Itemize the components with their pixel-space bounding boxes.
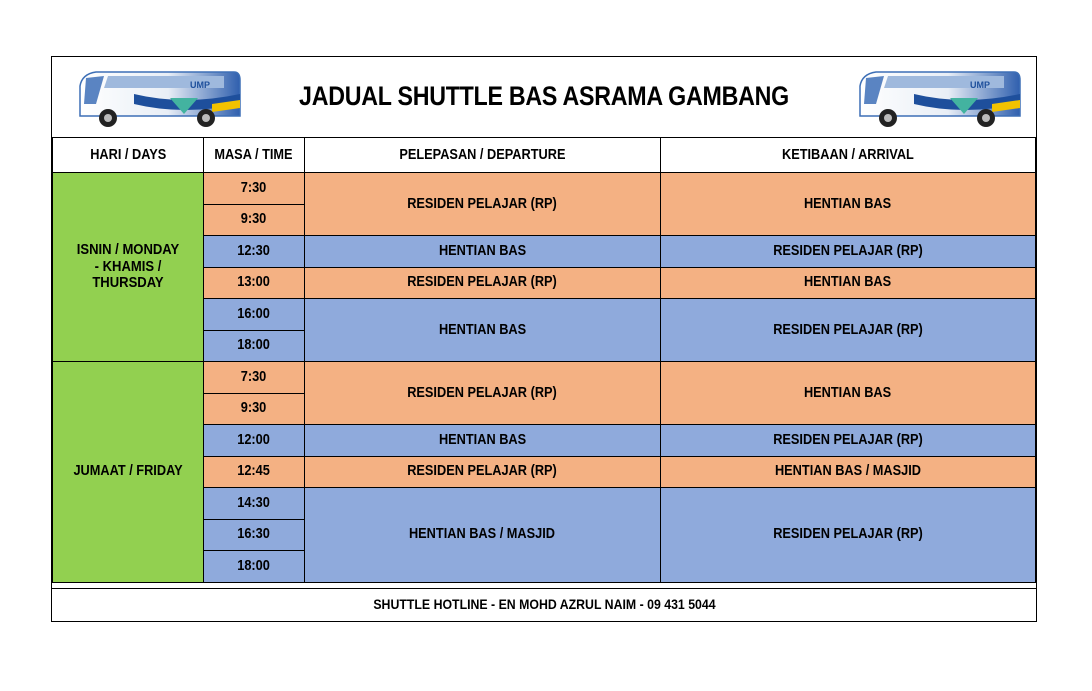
page-title: JADUAL SHUTTLE BAS ASRAMA GAMBANG xyxy=(299,81,789,111)
table-row xyxy=(53,362,1036,394)
time-cell: 12:30 xyxy=(203,236,304,268)
time-cell: 16:30 xyxy=(203,519,304,551)
header-row xyxy=(53,138,1036,173)
departure-cell: RESIDEN PELAJAR (RP) xyxy=(304,362,660,425)
header-departure: PELEPASAN / DEPARTURE xyxy=(304,138,660,173)
header-time: MASA / TIME xyxy=(203,138,304,173)
arrival-cell: RESIDEN PELAJAR (RP) xyxy=(660,236,1035,268)
title-bar xyxy=(52,57,1036,138)
schedule-table xyxy=(52,137,1036,583)
arrival-cell: RESIDEN PELAJAR (RP) xyxy=(660,425,1035,457)
svg-text:UMP: UMP xyxy=(190,80,210,90)
time-cell: 18:00 xyxy=(203,551,304,583)
arrival-cell: HENTIAN BAS xyxy=(660,362,1035,425)
time-cell: 18:00 xyxy=(203,330,304,362)
time-cell: 9:30 xyxy=(203,204,304,236)
arrival-cell: HENTIAN BAS xyxy=(660,173,1035,236)
time-cell: 12:45 xyxy=(203,456,304,488)
bus-image-right xyxy=(854,64,1024,130)
header-arrival: KETIBAAN / ARRIVAL xyxy=(660,138,1035,173)
time-cell: 9:30 xyxy=(203,393,304,425)
departure-cell: RESIDEN PELAJAR (RP) xyxy=(304,173,660,236)
time-cell: 13:00 xyxy=(203,267,304,299)
day-cell-friday: JUMAAT / FRIDAY xyxy=(53,362,204,583)
day-cell-mon-thu: ISNIN / MONDAY - KHAMIS / THURSDAY xyxy=(53,173,204,362)
arrival-cell: RESIDEN PELAJAR (RP) xyxy=(660,488,1035,583)
departure-cell: HENTIAN BAS / MASJID xyxy=(304,488,660,583)
time-cell: 14:30 xyxy=(203,488,304,520)
arrival-cell: HENTIAN BAS xyxy=(660,267,1035,299)
departure-cell: RESIDEN PELAJAR (RP) xyxy=(304,456,660,488)
departure-cell: RESIDEN PELAJAR (RP) xyxy=(304,267,660,299)
time-cell: 7:30 xyxy=(203,362,304,394)
departure-cell: HENTIAN BAS xyxy=(304,425,660,457)
departure-cell: HENTIAN BAS xyxy=(304,236,660,268)
arrival-cell: RESIDEN PELAJAR (RP) xyxy=(660,299,1035,362)
time-cell: 12:00 xyxy=(203,425,304,457)
time-cell: 7:30 xyxy=(203,173,304,205)
table-row xyxy=(53,173,1036,205)
arrival-cell: HENTIAN BAS / MASJID xyxy=(660,456,1035,488)
time-cell: 16:00 xyxy=(203,299,304,331)
header-days: HARI / DAYS xyxy=(53,138,204,173)
departure-cell: HENTIAN BAS xyxy=(304,299,660,362)
svg-text:UMP: UMP xyxy=(970,80,990,90)
hotline-footer: SHUTTLE HOTLINE - EN MOHD AZRUL NAIM - 09 431 5044 xyxy=(52,588,1036,621)
schedule-frame xyxy=(51,56,1037,622)
